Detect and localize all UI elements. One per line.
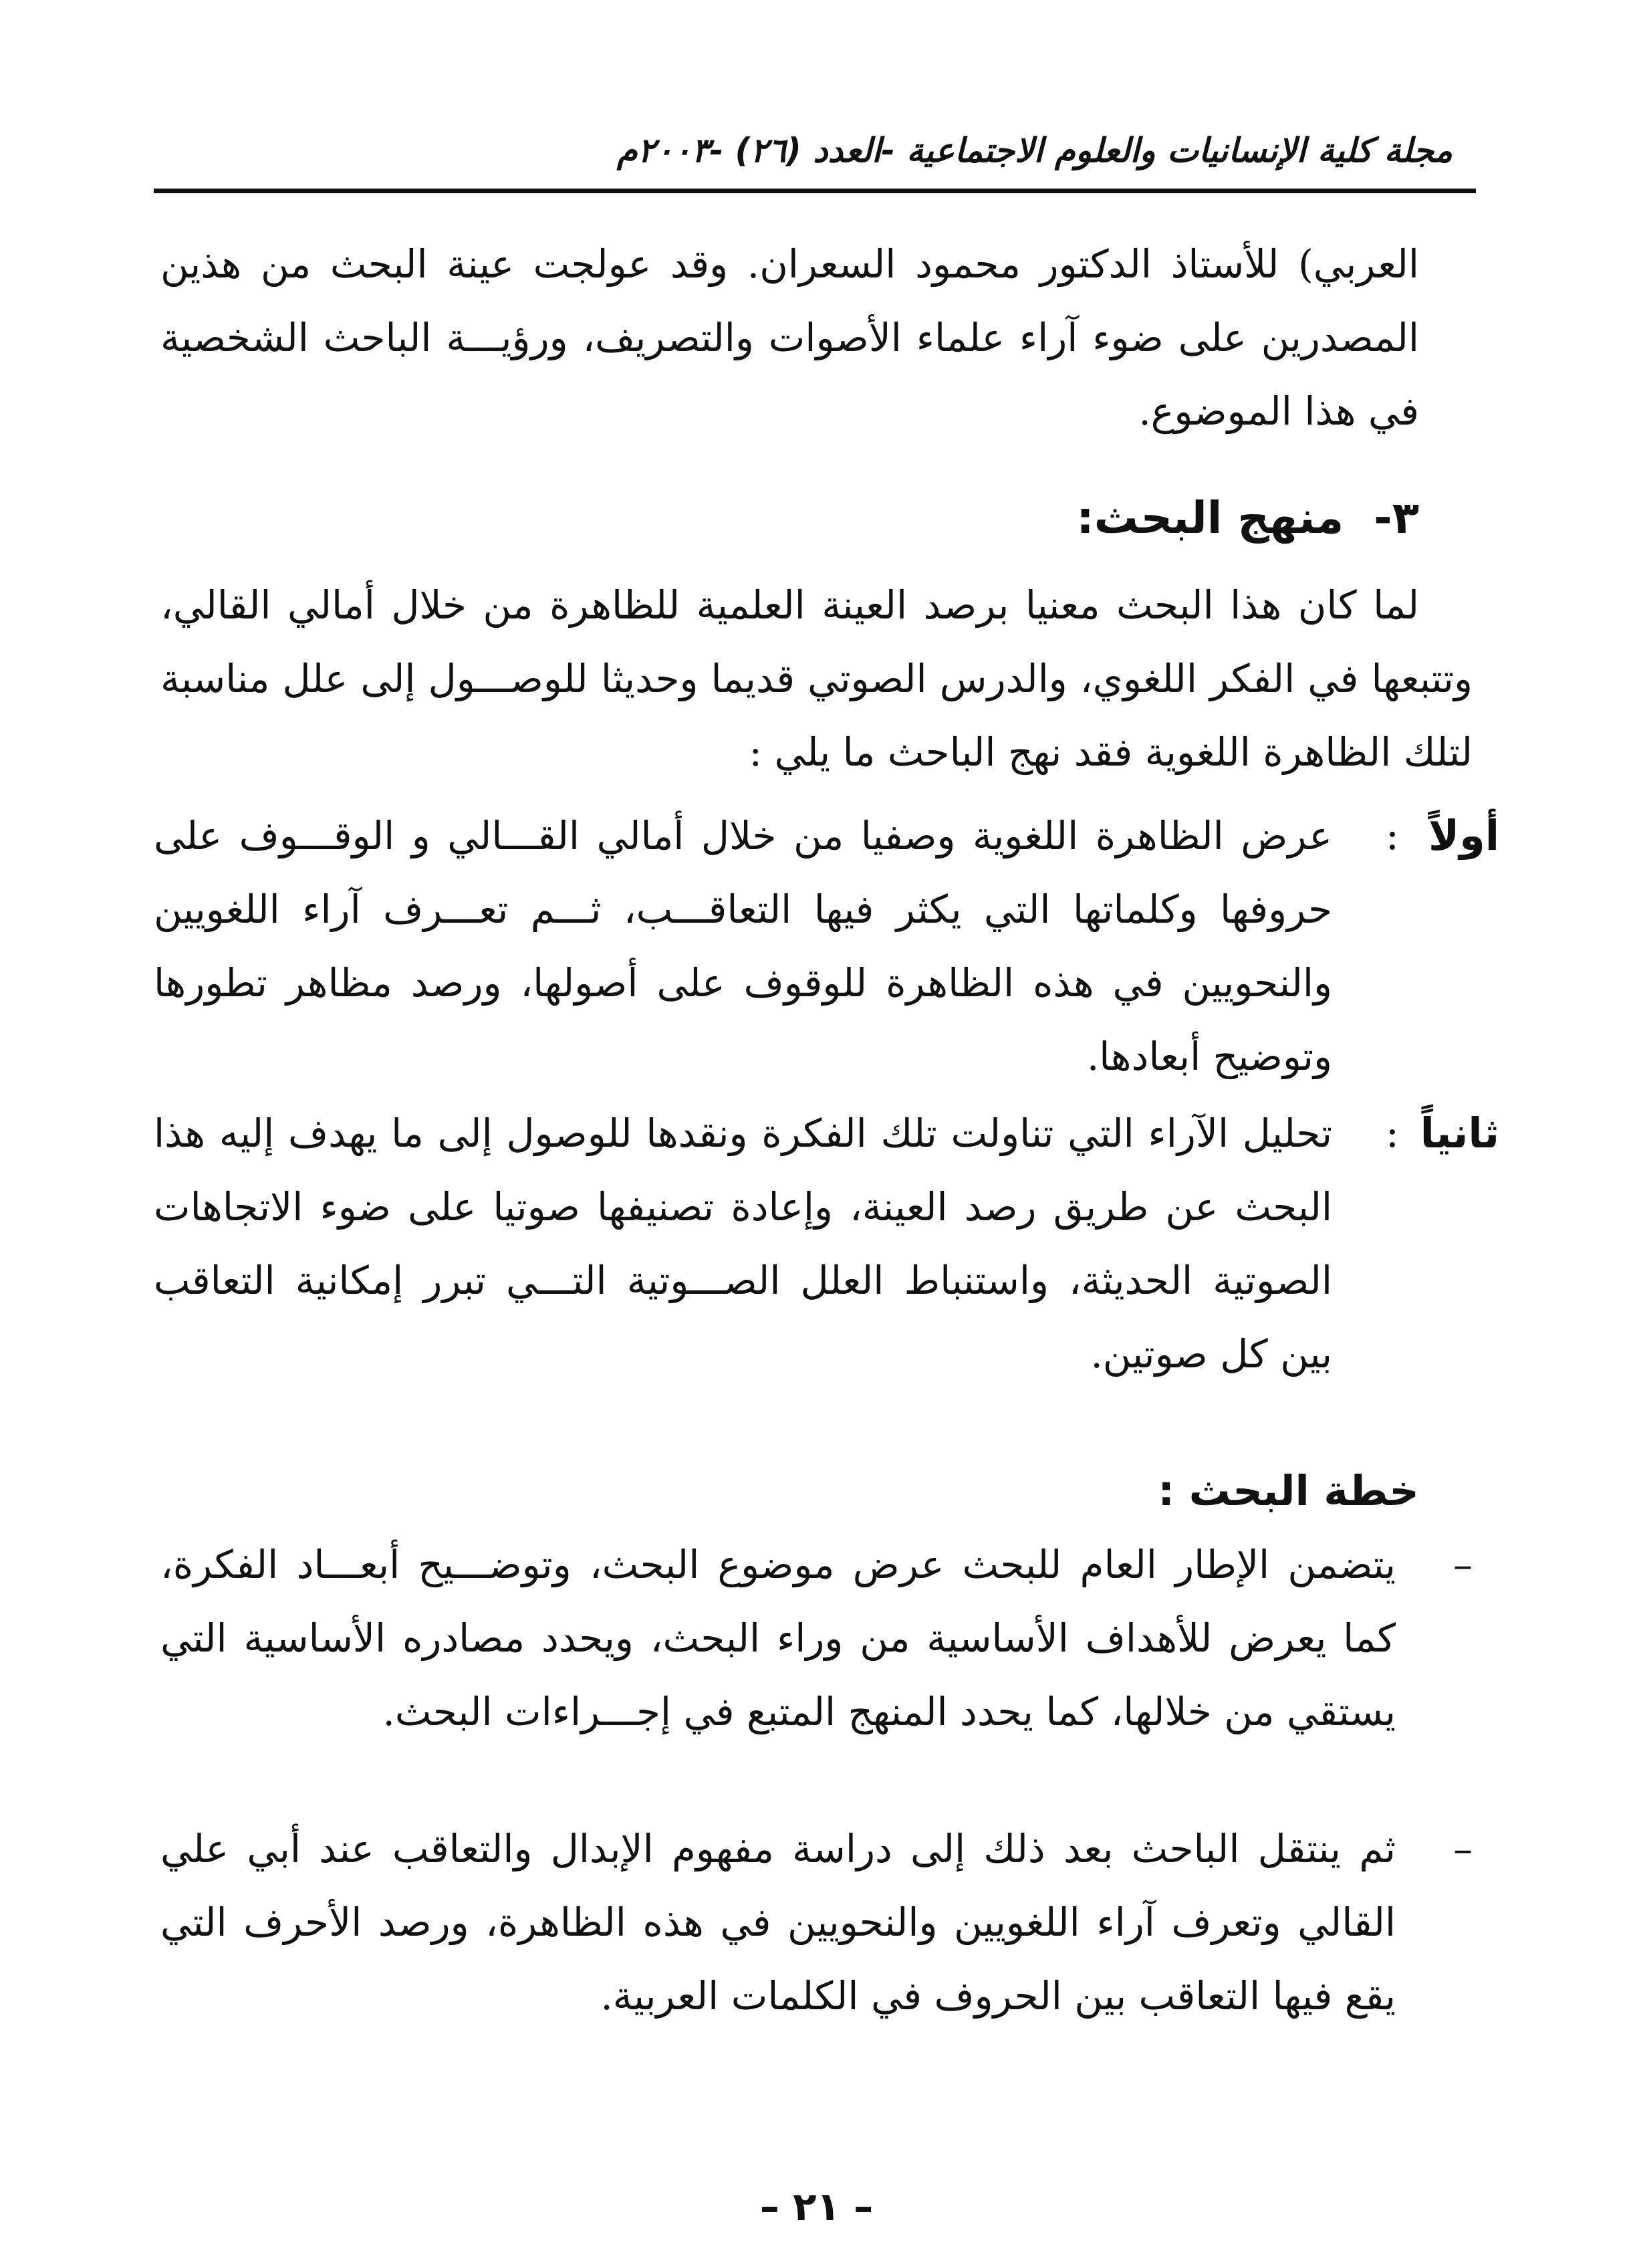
running-header: مجلة كلية الإنسانيات والعلوم الاجتماعية -العدد (٢٦) -٢٠٠٣م [616,131,1453,170]
method-paragraph: لما كان هذا البحث معنيا برصد العينة العلمية للظاهرة من خلال أمالي القالي، وتتبعها في الفكر اللغوي، والدرس الصوتي قديما وحديثا للوصـــول إلى علل مناسبة لتلك الظاهرة اللغوية فقد نهج الباحث ما يلي : [160,582,1473,775]
page-number: – ٢١ – [759,2184,874,2229]
plan-list-item [160,1812,1473,2033]
first-step-text: عرض الظاهرة اللغوية وصفيا من خلال أمالي القـــالي و الوقـــوف على حروفها وكلماتها التي يكثر فيها التعاقـــب، ثـــم تعـــرف آراء اللغويين والنحويين في هذه الظاهرة للوقوف على أصولها، ورصد مظاهر تطورها وتوضيح أبعادها. [154,813,1332,1079]
method-section-heading [160,481,1419,555]
method-section-title: منهج البحث: [1076,492,1344,544]
plan-item-text: يتضمن الإطار العام للبحث عرض موضوع البحث، وتوضـــيح أبعـــاد الفكرة، كما يعرض للأهداف الأساسية من وراء البحث، ويحدد مصادره الأساسية التي يستقي من خلالها، كما يحدد المنهج المتبع في إجـــراءات البحث. [160,1542,1396,1734]
intro-paragraph: العربي) للأستاذ الدكتور محمود السعران. وقد عولجت عينة البحث من هذين المصدرين على ضوء آراء علماء الأصوات والتصريف، ورؤيـــة الباحث الشخصية في هذا الموضوع. [160,241,1419,434]
second-step-label: ثانياً [1420,1109,1499,1157]
method-first-step [154,799,1499,1093]
header-rule [154,189,1476,193]
method-section-number: ٣- [1374,492,1419,544]
first-step-label: أولاً [1428,811,1499,860]
plan-item-dash: – [1453,1826,1473,1872]
method-second-step [154,1097,1499,1391]
first-step-colon: : [1385,812,1399,859]
plan-item-text: ثم ينتقل الباحث بعد ذلك إلى دراسة مفهوم الإبدال والتعاقب عند أبي علي القالي وتعرف آراء اللغويين والنحويين في هذه الظاهرة، ورصد الأحرف التي يقع فيها التعاقب بين الحروف في الكلمات العربية. [160,1826,1396,2019]
second-step-colon: : [1385,1110,1399,1157]
plan-item-dash: – [1453,1542,1473,1587]
plan-section-heading: خطة البحث : [1158,1466,1419,1515]
second-step-text: تحليل الآراء التي تناولت تلك الفكرة ونقدها للوصول إلى ما يهدف إليه هذا البحث عن طريق رصد العينة، وإعادة تصنيفها صوتيا على ضوء الاتجاهات الصوتية الحديثة، واستنباط العلل الصـــوتية التـــي تبرر إمكانية التعاقب بين كل صوتين. [154,1111,1332,1377]
plan-list-item [160,1528,1473,1748]
